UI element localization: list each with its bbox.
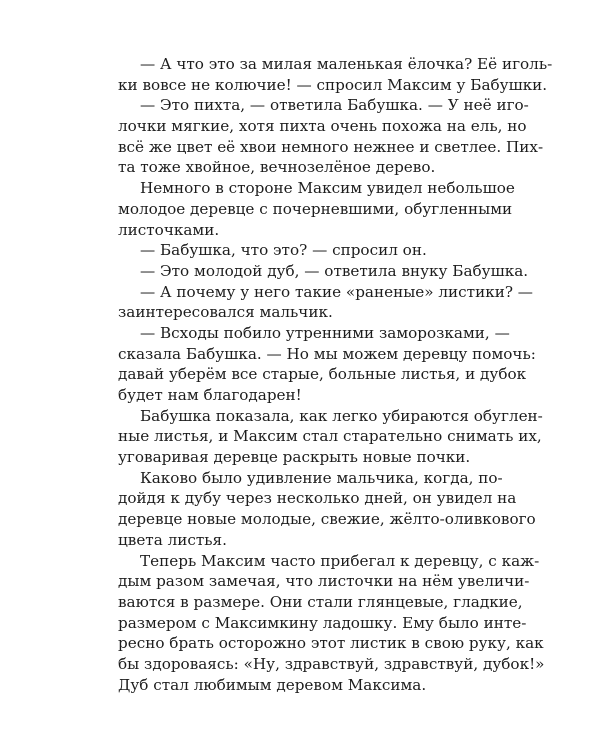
text-line: дойдя к дубу через несколько дней, он увидел на: [118, 489, 517, 508]
paragraph: [118, 54, 553, 95]
text-line: — Всходы побило утренними заморозками, —: [140, 323, 510, 342]
text-line: уговаривая деревце раскрыть новые почки.: [118, 448, 471, 467]
text-line: бы здороваясь: «Ну, здравствуй, здравствуй, дубок!»: [118, 654, 545, 673]
paragraph: [118, 468, 536, 551]
text-line: — А что это за милая маленькая ёлочка? Её иголь-: [140, 55, 553, 73]
text-line: Немного в стороне Максим увидел небольшое: [140, 179, 515, 198]
text-line: ресно брать осторожно этот листик в свою руку, как: [118, 634, 544, 653]
text-line: будет нам благодарен!: [118, 386, 302, 404]
text-line: Каково было удивление мальчика, когда, по-: [140, 468, 503, 487]
text-line: сказала Бабушка. — Но мы можем деревцу помочь:: [118, 344, 536, 363]
text-line: ные листья, и Максим стал старательно снимать их,: [118, 427, 542, 446]
text-line: размером с Максимкину ладошку. Ему было инте-: [118, 613, 527, 632]
paragraph: [118, 178, 515, 240]
story-text: [118, 54, 553, 695]
text-line: молодое деревце с почерневшими, обугленными: [118, 199, 513, 218]
text-line: Теперь Максим часто прибегал к деревцу, с каж-: [140, 551, 540, 570]
text-line: Дуб стал любимым деревом Максима.: [118, 675, 427, 694]
text-line: ки вовсе не колючие! — спросил Максим у Бабушки.: [118, 75, 548, 94]
text-line: — А почему у него такие «раненые» листики? —: [140, 282, 533, 301]
text-line: лочки мягкие, хотя пихта очень похожа на ель, но: [118, 117, 527, 136]
paragraph: [118, 261, 529, 282]
text-line: листочками.: [118, 220, 220, 239]
paragraph: [118, 323, 536, 406]
text-line: — Бабушка, что это? — спросил он.: [140, 241, 427, 260]
text-line: дым разом замечая, что листочки на нём увеличи-: [118, 572, 530, 591]
text-line: ваются в размере. Они стали глянцевые, гладкие,: [118, 592, 523, 611]
paragraph: [118, 406, 543, 468]
text-line: всё же цвет её хвои немного нежнее и светлее. Пих-: [118, 137, 544, 156]
text-line: — Это молодой дуб, — ответила внуку Бабушка.: [140, 261, 529, 280]
paragraph: [118, 95, 544, 178]
text-line: деревце новые молодые, свежие, жёлто-оливкового: [118, 510, 536, 529]
text-line: та тоже хвойное, вечнозелёное дерево.: [118, 158, 436, 177]
text-line: давай уберём все старые, больные листья, и дубок: [118, 365, 527, 384]
paragraph: [118, 240, 491, 261]
paragraph: [118, 282, 533, 323]
text-line: Бабушка показала, как легко убираются обуглен-: [140, 406, 543, 425]
text-line: заинтересовался мальчик.: [118, 303, 333, 322]
text-line: цвета листья.: [118, 530, 227, 549]
text-line: — Это пихта, — ответила Бабушка. — У неё иго-: [140, 96, 529, 115]
paragraph: [118, 551, 545, 696]
